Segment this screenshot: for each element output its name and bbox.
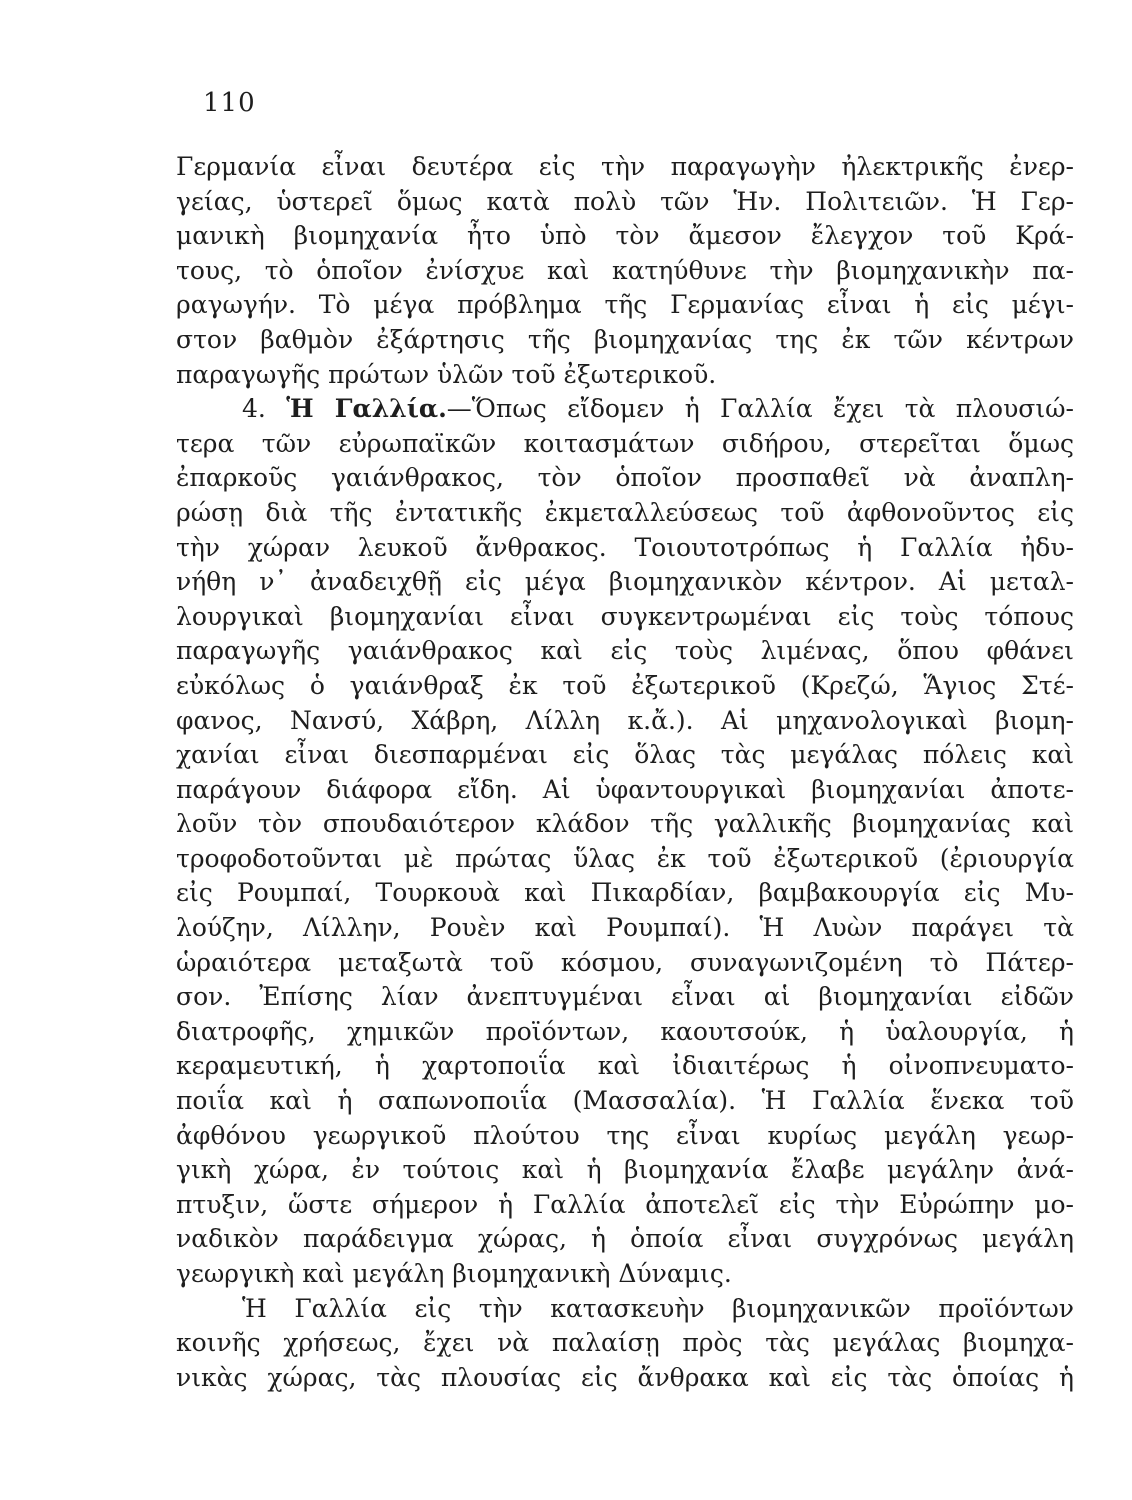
text-line: λοῦν τὸν σπουδαιότερον κλάδον τῆς γαλλικῆς βιομηχανίας καὶ [176, 809, 1074, 839]
text-line: λούζην, Λίλλην, Ρουὲν καὶ Ρουμπαί). Ἡ Λυὼν παράγει τὰ [176, 913, 1074, 943]
text-line: ὡραιότερα μεταξωτὰ τοῦ κόσμου, συναγωνιζομένη τὸ Πάτερ- [176, 947, 1074, 977]
text-line: τὴν χώραν λευκοῦ ἄνθρακος. Τοιουτοτρόπως ἡ Γαλλία ἠδυ- [176, 532, 1074, 562]
text-line: νήθη ν᾽ ἀναδειχθῇ εἰς μέγα βιομηχανικὸν κέντρον. Αἱ μεταλ- [176, 567, 1074, 597]
text-line: γικὴ χώρα, ἐν τούτοις καὶ ἡ βιομηχανία ἔλαβε μεγάλην ἀνά- [176, 1155, 1074, 1185]
section-first-line-text: —Ὅπως εἴδομεν ἡ Γαλλία ἔχει τὰ πλουσιώ- [446, 394, 1074, 424]
text-line: κοινῆς χρήσεως, ἔχει νὰ παλαίσῃ πρὸς τὰς μεγάλας βιομηχα- [176, 1328, 1074, 1358]
text-line: πτυξιν, ὥστε σήμερον ἡ Γαλλία ἀποτελεῖ εἰς τὴν Εὐρώπην μο- [176, 1189, 1074, 1219]
text-line: εἰς Ρουμπαί, Τουρκουὰ καὶ Πικαρδίαν, βαμβακουργία εἰς Μυ- [176, 878, 1074, 908]
text-line: διατροφῆς, χημικῶν προϊόντων, καουτσούκ, ἡ ὑαλουργία, ἡ [176, 1016, 1074, 1046]
body-text [176, 150, 1074, 1395]
text-line: ἀφθόνου γεωργικοῦ πλούτου της εἶναι κυρίως μεγάλη γεωρ- [176, 1120, 1074, 1150]
text-line: χανίαι εἶναι διεσπαρμέναι εἰς ὅλας τὰς μεγάλας πόλεις καὶ [176, 740, 1074, 770]
text-line: γεωργικὴ καὶ μεγάλη βιομηχανικὴ Δύναμις. [176, 1259, 732, 1288]
text-line: τροφοδοτοῦνται μὲ πρώτας ὕλας ἐκ τοῦ ἐξωτερικοῦ (ἐριουργία [176, 843, 1074, 873]
text-line: φανος, Νανσύ, Χάβρη, Λίλλη κ.ἄ.). Αἱ μηχανολογικαὶ βιομη- [176, 705, 1074, 735]
text-line: μανικὴ βιομηχανία ἦτο ὑπὸ τὸν ἄμεσον ἔλεγχον τοῦ Κρά- [176, 221, 1074, 251]
text-line: λουργικαὶ βιομηχανίαι εἶναι συγκεντρωμέναι εἰς τοὺς τόπους [176, 601, 1074, 631]
text-line: ἐπαρκοῦς γαιάνθρακος, τὸν ὁποῖον προσπαθεῖ νὰ ἀναπλη- [176, 463, 1074, 493]
text-line: σον. Ἐπίσης λίαν ἀνεπτυγμέναι εἶναι αἱ βιομηχανίαι εἰδῶν [176, 982, 1074, 1012]
text-line: Ἡ Γαλλία εἰς τὴν κατασκευὴν βιομηχανικῶν προϊόντων [242, 1293, 1074, 1323]
text-line: Γερμανία εἶναι δευτέρα εἰς τὴν παραγωγὴν ἠλεκτρικῆς ἐνερ- [176, 152, 1074, 181]
text-line: παραγωγῆς γαιάνθρακος καὶ εἰς τοὺς λιμένας, ὅπου φθάνει [176, 636, 1074, 666]
text-line: κεραμευτική, ἡ χαρτοποιΐα καὶ ἰδιαιτέρως ἡ οἰνοπνευματο- [176, 1051, 1074, 1081]
text-line: τερα τῶν εὐρωπαϊκῶν κοιτασμάτων σιδήρου, στερεῖται ὅμως [176, 428, 1074, 458]
page-number: 110 [203, 88, 256, 118]
text-line: στον βαθμὸν ἐξάρτησις τῆς βιομηχανίας της ἐκ τῶν κέντρων [176, 324, 1074, 354]
text-line: παράγουν διάφορα εἴδη. Αἱ ὑφαντουργικαὶ βιομηχανίαι ἀποτε- [176, 774, 1074, 804]
section-title: Ἡ Γαλλία. [286, 394, 447, 424]
text-line: ποιΐα καὶ ἡ σαπωνοποιΐα (Μασσαλία). Ἡ Γαλλία ἕνεκα τοῦ [176, 1086, 1074, 1116]
section-number: 4. [242, 394, 266, 424]
text-line: νικὰς χώρας, τὰς πλουσίας εἰς ἄνθρακα καὶ εἰς τὰς ὁποίας ἡ [176, 1362, 1074, 1392]
section-first-line [176, 392, 1074, 427]
text-line: γείας, ὑστερεῖ ὅμως κατὰ πολὺ τῶν Ἡν. Πολιτειῶν. Ἡ Γερ- [176, 186, 1074, 216]
text-line: ναδικὸν παράδειγμα χώρας, ἡ ὁποία εἶναι συγχρόνως μεγάλη [176, 1224, 1074, 1254]
text-line: ραγωγήν. Τὸ μέγα πρόβλημα τῆς Γερμανίας εἶναι ἡ εἰς μέγι- [176, 290, 1074, 320]
text-line: εὐκόλως ὁ γαιάνθραξ ἐκ τοῦ ἐξωτερικοῦ (Κρεζώ, Ἅγιος Στέ- [176, 670, 1074, 700]
text-line: παραγωγῆς πρώτων ὑλῶν τοῦ ἐξωτερικοῦ. [176, 359, 717, 389]
text-line: τους, τὸ ὁποῖον ἐνίσχυε καὶ κατηύθυνε τὴν βιομηχανικὴν πα- [176, 255, 1074, 285]
text-line: ρώσῃ διὰ τῆς ἐντατικῆς ἐκμεταλλεύσεως τοῦ ἀφθονοῦντος εἰς [176, 497, 1074, 527]
